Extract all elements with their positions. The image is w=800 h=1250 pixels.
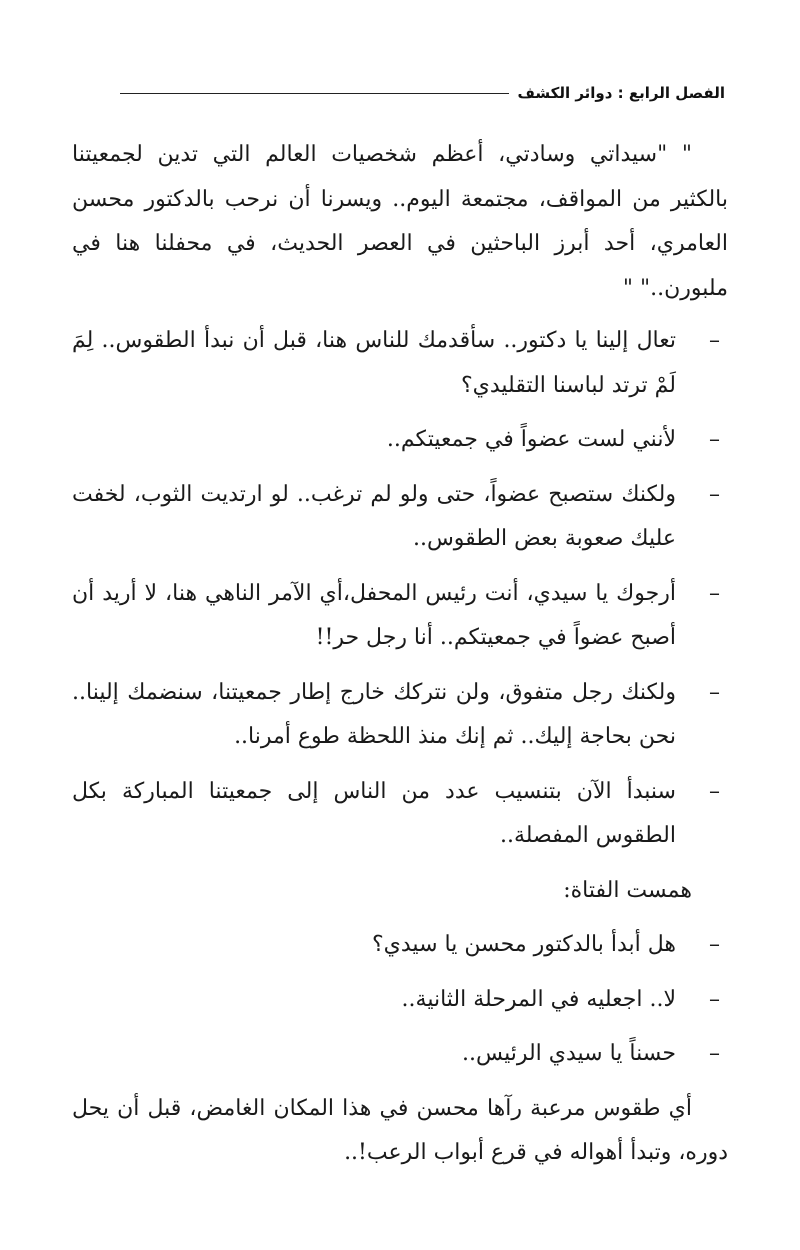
- dialogue-text: لا.. اجعليه في المرحلة الثانية..: [401, 986, 676, 1012]
- body-text: [72, 133, 728, 1184]
- dialogue-dash: –: [709, 481, 720, 507]
- dialogue-dash: –: [709, 328, 720, 353]
- dialogue-dash: –: [709, 932, 720, 957]
- dialogue-dash: –: [709, 427, 720, 452]
- chapter-title: الفصل الرابع : دوائر الكشف: [517, 84, 725, 102]
- dialogue-text: تعال إلينا يا دكتور.. سأقدمك للناس هنا، قبل أن نبدأ الطقوس.. لِمَ لَمْ ترتد لباسنا التقليدي؟: [72, 328, 676, 398]
- header-rule: [120, 93, 509, 94]
- dialogue-text: ولكنك رجل متفوق، ولن نتركك خارج إطار جمعيتنا، سنضمك إلينا.. نحن بحاجة إليك.. ثم إنك منذ اللحظة طوع أمرنا..: [72, 679, 676, 749]
- dialogue-line: [72, 1032, 728, 1077]
- whisper-line: همست الفتاة:: [563, 877, 692, 903]
- dialogue-dash: –: [709, 1041, 720, 1066]
- dialogue-line: [72, 572, 728, 661]
- dialogue-line: [72, 770, 728, 859]
- dialogue-line: [72, 418, 728, 463]
- dialogue-line: [72, 319, 728, 408]
- dialogue-line: [72, 923, 728, 968]
- dialogue-text: سنبدأ الآن بتنسيب عدد من الناس إلى جمعيتنا المباركة بكل الطقوس المفصلة..: [72, 778, 676, 848]
- dialogue-line: [72, 671, 728, 760]
- opening-paragraph: " "سيداتي وسادتي، أعظم شخصيات العالم التي تدين لجمعيتنا بالكثير من المواقف، مجتمعة اليوم.. ويسرنا أن نرحب بالدكتور محسن العامري، أحد أبرز الباحثين في العصر الحديث، في محفلنا هنا في ملبورن.." ": [72, 142, 728, 301]
- dialogue-text: هل أبدأ بالدكتور محسن يا سيدي؟: [371, 932, 676, 957]
- dialogue-text: حسناً يا سيدي الرئيس..: [462, 1041, 676, 1066]
- dialogue-dash: –: [709, 580, 720, 606]
- dialogue-text: أرجوك يا سيدي، أنت رئيس المحفل،أي الآمر الناهي هنا، لا أريد أن أصبح عضواً في جمعيتكم.. أنا رجل حر!!: [72, 580, 676, 650]
- dialogue-dash: –: [709, 679, 720, 705]
- dialogue-line: [72, 978, 728, 1023]
- closing-paragraph: أي طقوس مرعبة رآها محسن في هذا المكان الغامض، قبل أن يحل دوره، وتبدأ أهواله في قرع أبواب الرعب!..: [72, 1095, 728, 1165]
- dialogue-dash: –: [709, 778, 720, 804]
- dialogue-dash: –: [709, 986, 720, 1012]
- dialogue-line: [72, 473, 728, 562]
- dialogue-text: لأنني لست عضواً في جمعيتكم..: [386, 427, 676, 452]
- dialogue-text: ولكنك ستصبح عضواً، حتى ولو لم ترغب.. لو ارتديت الثوب، لخفت عليك صعوبة بعض الطقوس..: [72, 481, 676, 551]
- running-header: [120, 80, 725, 106]
